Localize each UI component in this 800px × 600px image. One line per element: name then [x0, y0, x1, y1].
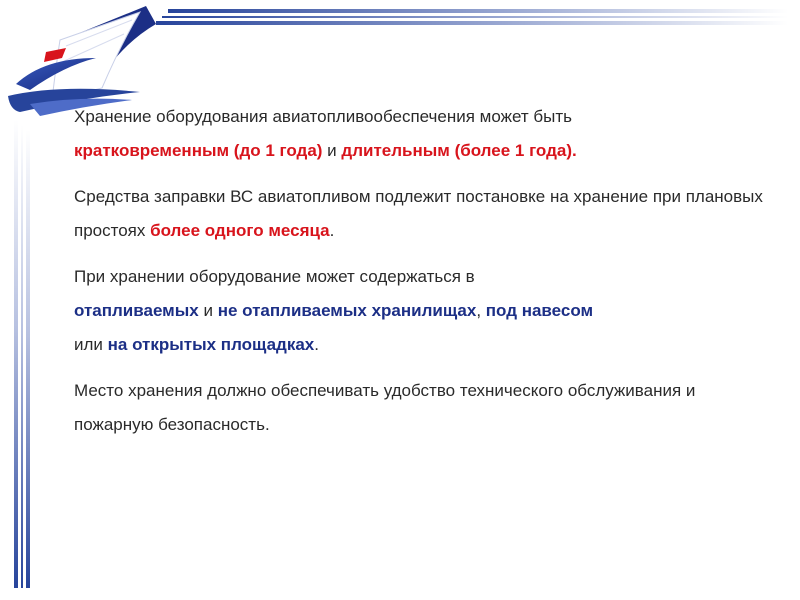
highlight-open-areas: на открытых площадках [107, 335, 315, 354]
text-segment: и [198, 301, 218, 320]
highlight-under-canopy: под навесом [485, 301, 594, 320]
highlight-short-term: кратковременным (до 1 года) [74, 141, 323, 160]
highlight-unheated-storage: не отапливаемых хранилищах [217, 301, 477, 320]
text-segment: Средства заправки ВС авиатопливом подлежит постановке на хранение при плановых простоях [74, 187, 763, 240]
text-segment: . [314, 335, 319, 354]
paragraph-storage-terms [74, 100, 774, 168]
highlight-long-term: длительным (более 1 года). [341, 141, 577, 160]
top-gradient-stripes [156, 9, 788, 25]
text-segment: Хранение оборудования авиатопливообеспечения может быть [74, 107, 573, 126]
text-segment: и [322, 141, 342, 160]
highlight-heated: отапливаемых [74, 301, 199, 320]
text-segment: , [476, 301, 486, 320]
slide-content [74, 100, 774, 454]
text-segment: или [74, 335, 108, 354]
text-segment: Место хранения должно обеспечивать удобство технического обслуживания и пожарную безопасность. [74, 381, 696, 434]
paragraph-storage-requirements [74, 374, 774, 442]
highlight-more-than-month: более одного месяца [150, 221, 330, 240]
left-gradient-stripes [14, 120, 30, 588]
paragraph-refuel-equipment [74, 180, 774, 248]
text-segment: При хранении оборудование может содержаться в [74, 267, 475, 286]
text-segment: . [329, 221, 335, 240]
paragraph-storage-places [74, 260, 774, 362]
